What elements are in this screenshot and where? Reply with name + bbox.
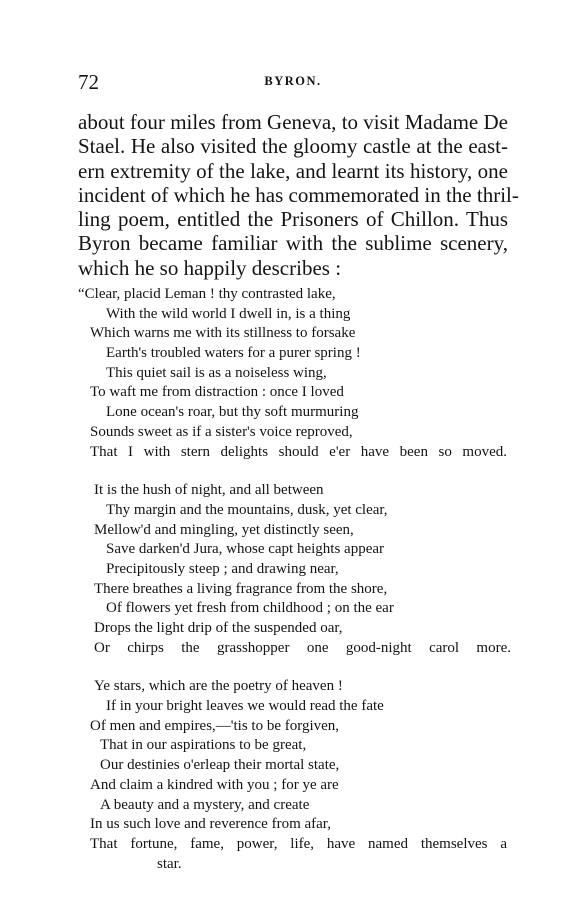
verse-line: Thy margin and the mountains, dusk, yet clear, [106, 501, 388, 518]
prose-line: incident of which he has commemorated in the thril- [78, 182, 519, 207]
verse-line: Drops the light drip of the suspended oar, [94, 620, 343, 636]
verse-line: star. [157, 855, 182, 872]
prose-line: ern extremity of the lake, and learnt its history, one [78, 158, 508, 183]
page-number: 72 [78, 70, 99, 94]
verse-line: Or chirps the grasshopper one good-night carol more. [94, 639, 511, 656]
prose-line: which he so happily describes : [78, 255, 342, 280]
poem-quotation [78, 285, 518, 893]
verse-line: In us such love and reverence from afar, [90, 816, 331, 833]
verse-line: Ye stars, which are the poetry of heaven ! [94, 678, 343, 695]
verse-line: Earth's troubled waters for a purer spring ! [106, 345, 361, 362]
verse-line: That I with stern delights should e'er have been so moved. [90, 443, 507, 460]
verse-line: Save darken'd Jura, whose capt heights appear [106, 541, 385, 558]
prose-paragraph [78, 110, 519, 280]
stanza [78, 677, 518, 874]
verse-line: And claim a kindred with you ; for ye are [90, 776, 339, 793]
verse-line: That fortune, fame, power, life, have named themselves a [90, 835, 507, 852]
stanza [78, 285, 518, 462]
prose-line: about four miles from Geneva, to visit Madame De [78, 110, 508, 134]
verse-line: It is the hush of night, and all between [94, 482, 324, 499]
verse-line: “Clear, placid Leman ! thy contrasted lake, [78, 286, 336, 302]
verse-line: This quiet sail is as a noiseless wing, [106, 364, 327, 381]
verse-line: Sounds sweet as if a sister's voice reproved, [90, 423, 353, 440]
verse-line: Our destinies o'erleap their mortal state, [100, 757, 340, 774]
verse-line: Precipitously steep ; and drawing near, [106, 560, 339, 577]
page-header [78, 70, 508, 94]
prose-line: Byron became familiar with the sublime scenery, [78, 231, 508, 256]
verse-line: Of men and empires,—'tis to be forgiven, [90, 717, 340, 734]
verse-line: Which warns me with its stillness to forsake [90, 325, 356, 342]
verse-line: Of flowers yet fresh from childhood ; on the ear [106, 600, 394, 617]
stanza [78, 481, 518, 658]
verse-line: With the wild world I dwell in, is a thing [106, 305, 351, 322]
verse-line: Lone ocean's roar, but thy soft murmuring [106, 404, 359, 421]
prose-line: ling poem, entitled the Prisoners of Chillon. Thus [78, 207, 508, 232]
prose-line: Stael. He also visited the gloomy castle at the east- [78, 134, 508, 159]
running-head: BYRON. [264, 74, 322, 88]
verse-line: That in our aspirations to be great, [100, 737, 307, 754]
verse-line: Mellow'd and mingling, yet distinctly seen, [94, 521, 354, 538]
verse-line: If in your bright leaves we would read the fate [106, 698, 384, 715]
verse-line: There breathes a living fragrance from the shore, [94, 580, 388, 597]
verse-line: To waft me from distraction : once I loved [90, 384, 344, 401]
verse-line: A beauty and a mystery, and create [100, 796, 310, 813]
